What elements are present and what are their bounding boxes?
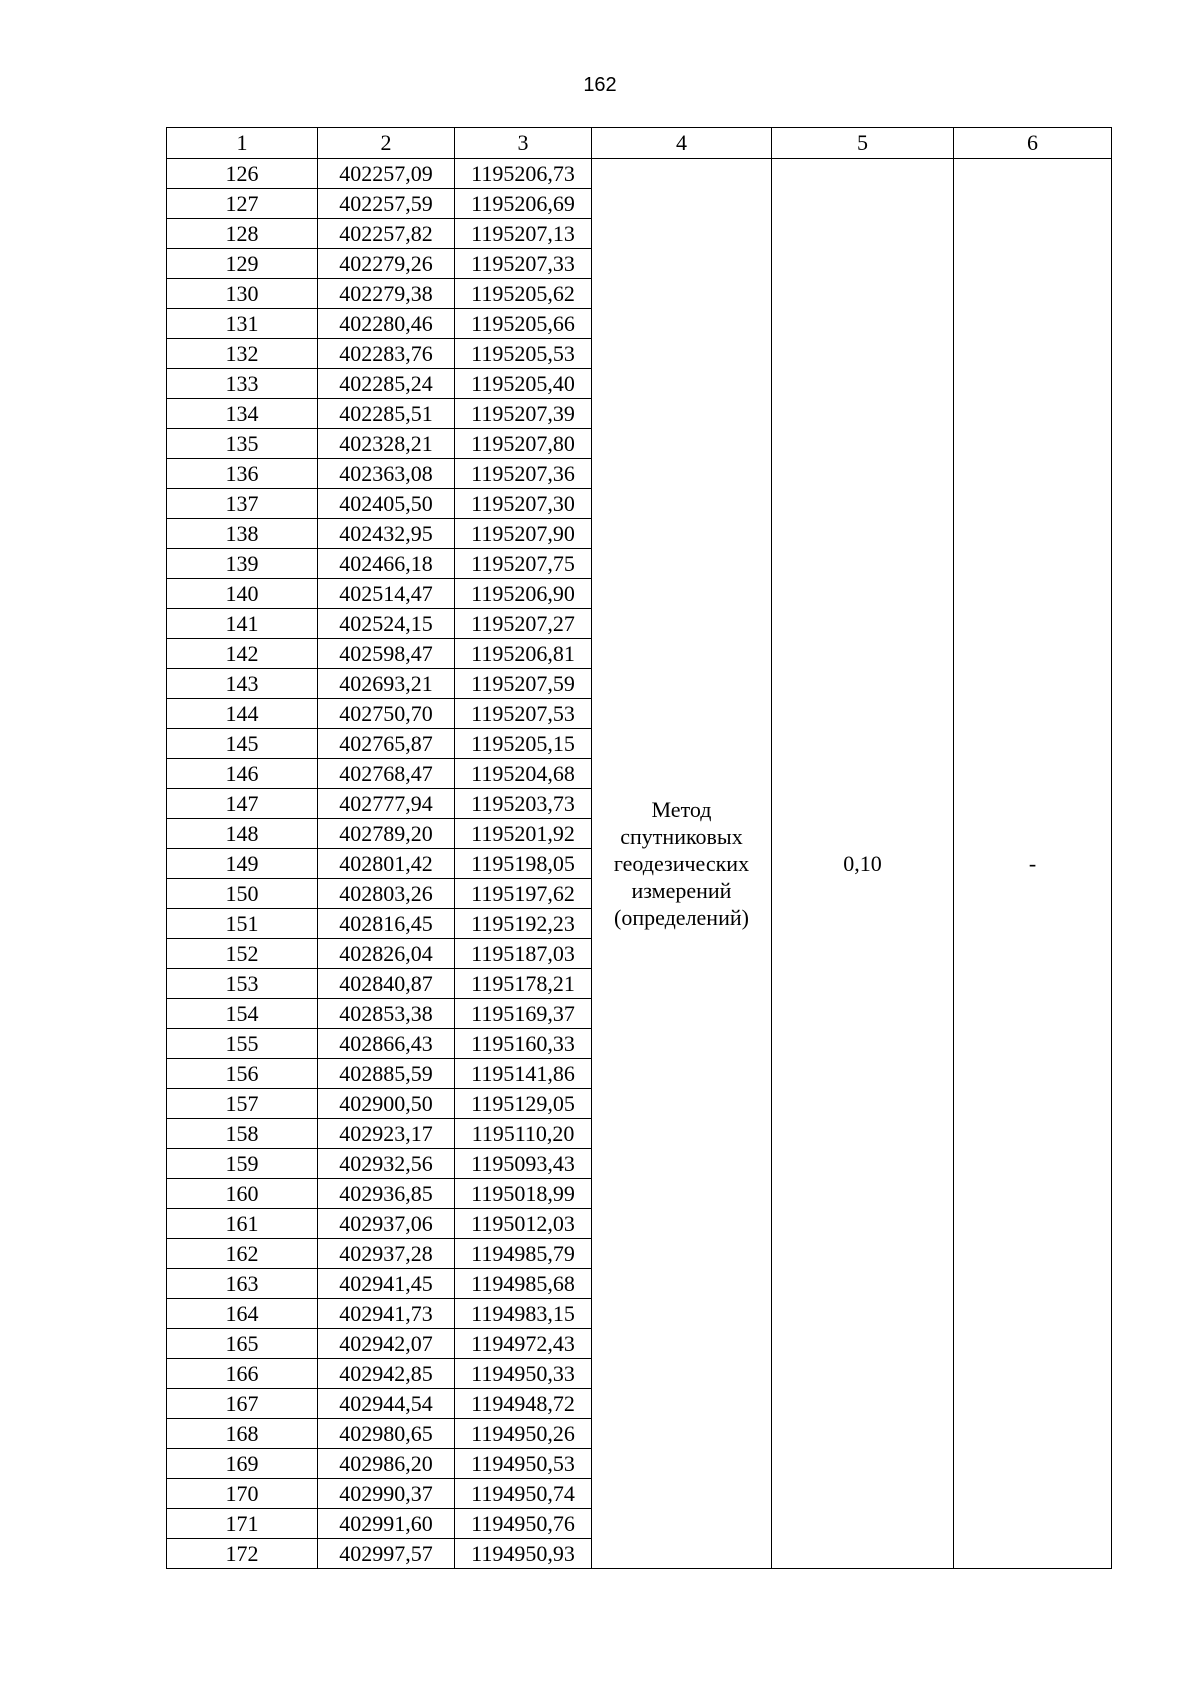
column-header-2: 2: [318, 128, 455, 159]
y-coordinate-cell: 1194950,74: [455, 1479, 592, 1509]
column-header-6: 6: [954, 128, 1112, 159]
x-coordinate-cell: 402598,47: [318, 639, 455, 669]
point-number-cell: 164: [167, 1299, 318, 1329]
x-coordinate-cell: 402990,37: [318, 1479, 455, 1509]
y-coordinate-cell: 1195207,53: [455, 699, 592, 729]
y-coordinate-cell: 1195207,30: [455, 489, 592, 519]
x-coordinate-cell: 402866,43: [318, 1029, 455, 1059]
x-coordinate-cell: 402777,94: [318, 789, 455, 819]
x-coordinate-cell: 402750,70: [318, 699, 455, 729]
y-coordinate-cell: 1194985,68: [455, 1269, 592, 1299]
column-header-5: 5: [772, 128, 954, 159]
x-coordinate-cell: 402768,47: [318, 759, 455, 789]
column-header-1: 1: [167, 128, 318, 159]
y-coordinate-cell: 1195207,36: [455, 459, 592, 489]
point-number-cell: 140: [167, 579, 318, 609]
x-coordinate-cell: 402328,21: [318, 429, 455, 459]
column-header-4: 4: [592, 128, 772, 159]
table-body: [167, 159, 1112, 1569]
point-number-cell: 148: [167, 819, 318, 849]
x-coordinate-cell: 402986,20: [318, 1449, 455, 1479]
x-coordinate-cell: 402853,38: [318, 999, 455, 1029]
point-number-cell: 146: [167, 759, 318, 789]
x-coordinate-cell: 402801,42: [318, 849, 455, 879]
x-coordinate-cell: 402524,15: [318, 609, 455, 639]
x-coordinate-cell: 402937,06: [318, 1209, 455, 1239]
x-coordinate-cell: 402257,59: [318, 189, 455, 219]
y-coordinate-cell: 1195207,75: [455, 549, 592, 579]
point-number-cell: 139: [167, 549, 318, 579]
point-number-cell: 166: [167, 1359, 318, 1389]
table-row: [167, 159, 1112, 189]
point-number-cell: 135: [167, 429, 318, 459]
x-coordinate-cell: 402257,82: [318, 219, 455, 249]
y-coordinate-cell: 1195206,81: [455, 639, 592, 669]
x-coordinate-cell: 402936,85: [318, 1179, 455, 1209]
x-coordinate-cell: 402941,45: [318, 1269, 455, 1299]
x-coordinate-cell: 402923,17: [318, 1119, 455, 1149]
y-coordinate-cell: 1195205,66: [455, 309, 592, 339]
y-coordinate-cell: 1194972,43: [455, 1329, 592, 1359]
x-coordinate-cell: 402997,57: [318, 1539, 455, 1569]
point-number-cell: 157: [167, 1089, 318, 1119]
y-coordinate-cell: 1195203,73: [455, 789, 592, 819]
y-coordinate-cell: 1195205,40: [455, 369, 592, 399]
page-number: 162: [583, 74, 617, 96]
point-number-cell: 153: [167, 969, 318, 999]
point-number-cell: 143: [167, 669, 318, 699]
point-number-cell: 156: [167, 1059, 318, 1089]
coordinates-table: [166, 127, 1112, 1569]
y-coordinate-cell: 1195205,62: [455, 279, 592, 309]
point-number-cell: 128: [167, 219, 318, 249]
point-number-cell: 145: [167, 729, 318, 759]
x-coordinate-cell: 402942,07: [318, 1329, 455, 1359]
point-number-cell: 167: [167, 1389, 318, 1419]
point-number-cell: 161: [167, 1209, 318, 1239]
x-coordinate-cell: 402283,76: [318, 339, 455, 369]
point-number-cell: 147: [167, 789, 318, 819]
point-number-cell: 136: [167, 459, 318, 489]
point-number-cell: 126: [167, 159, 318, 189]
point-number-cell: 165: [167, 1329, 318, 1359]
x-coordinate-cell: 402942,85: [318, 1359, 455, 1389]
point-number-cell: 144: [167, 699, 318, 729]
y-coordinate-cell: 1195206,69: [455, 189, 592, 219]
y-coordinate-cell: 1195110,20: [455, 1119, 592, 1149]
y-coordinate-cell: 1195207,90: [455, 519, 592, 549]
y-coordinate-cell: 1195206,90: [455, 579, 592, 609]
y-coordinate-cell: 1195169,37: [455, 999, 592, 1029]
y-coordinate-cell: 1195187,03: [455, 939, 592, 969]
point-number-cell: 152: [167, 939, 318, 969]
table-header: [167, 128, 1112, 159]
y-coordinate-cell: 1195201,92: [455, 819, 592, 849]
point-number-cell: 170: [167, 1479, 318, 1509]
point-number-cell: 134: [167, 399, 318, 429]
x-coordinate-cell: 402285,51: [318, 399, 455, 429]
x-coordinate-cell: 402826,04: [318, 939, 455, 969]
x-coordinate-cell: 402937,28: [318, 1239, 455, 1269]
x-coordinate-cell: 402257,09: [318, 159, 455, 189]
point-number-cell: 138: [167, 519, 318, 549]
accuracy-cell: 0,10: [772, 159, 954, 1569]
x-coordinate-cell: 402432,95: [318, 519, 455, 549]
y-coordinate-cell: 1194983,15: [455, 1299, 592, 1329]
y-coordinate-cell: 1194950,26: [455, 1419, 592, 1449]
point-number-cell: 133: [167, 369, 318, 399]
point-number-cell: 172: [167, 1539, 318, 1569]
point-number-cell: 168: [167, 1419, 318, 1449]
x-coordinate-cell: 402789,20: [318, 819, 455, 849]
y-coordinate-cell: 1195018,99: [455, 1179, 592, 1209]
x-coordinate-cell: 402980,65: [318, 1419, 455, 1449]
point-number-cell: 137: [167, 489, 318, 519]
y-coordinate-cell: 1195207,80: [455, 429, 592, 459]
y-coordinate-cell: 1195207,33: [455, 249, 592, 279]
x-coordinate-cell: 402363,08: [318, 459, 455, 489]
x-coordinate-cell: 402765,87: [318, 729, 455, 759]
y-coordinate-cell: 1195160,33: [455, 1029, 592, 1059]
x-coordinate-cell: 402885,59: [318, 1059, 455, 1089]
point-number-cell: 163: [167, 1269, 318, 1299]
y-coordinate-cell: 1194950,76: [455, 1509, 592, 1539]
x-coordinate-cell: 402803,26: [318, 879, 455, 909]
y-coordinate-cell: 1195207,27: [455, 609, 592, 639]
y-coordinate-cell: 1195093,43: [455, 1149, 592, 1179]
point-number-cell: 149: [167, 849, 318, 879]
x-coordinate-cell: 402279,38: [318, 279, 455, 309]
y-coordinate-cell: 1195206,73: [455, 159, 592, 189]
y-coordinate-cell: 1195198,05: [455, 849, 592, 879]
y-coordinate-cell: 1194950,93: [455, 1539, 592, 1569]
y-coordinate-cell: 1195207,13: [455, 219, 592, 249]
x-coordinate-cell: 402932,56: [318, 1149, 455, 1179]
point-number-cell: 131: [167, 309, 318, 339]
point-number-cell: 142: [167, 639, 318, 669]
x-coordinate-cell: 402279,26: [318, 249, 455, 279]
x-coordinate-cell: 402405,50: [318, 489, 455, 519]
point-number-cell: 141: [167, 609, 318, 639]
note-cell: -: [954, 159, 1112, 1569]
point-number-cell: 162: [167, 1239, 318, 1269]
x-coordinate-cell: 402991,60: [318, 1509, 455, 1539]
point-number-cell: 158: [167, 1119, 318, 1149]
point-number-cell: 132: [167, 339, 318, 369]
y-coordinate-cell: 1194948,72: [455, 1389, 592, 1419]
point-number-cell: 171: [167, 1509, 318, 1539]
point-number-cell: 127: [167, 189, 318, 219]
y-coordinate-cell: 1194950,53: [455, 1449, 592, 1479]
x-coordinate-cell: 402280,46: [318, 309, 455, 339]
point-number-cell: 129: [167, 249, 318, 279]
method-text: Метод спутниковых геодезических измерений (определений): [613, 797, 750, 930]
x-coordinate-cell: 402900,50: [318, 1089, 455, 1119]
x-coordinate-cell: 402840,87: [318, 969, 455, 999]
x-coordinate-cell: 402466,18: [318, 549, 455, 579]
y-coordinate-cell: 1195192,23: [455, 909, 592, 939]
y-coordinate-cell: 1195204,68: [455, 759, 592, 789]
x-coordinate-cell: 402816,45: [318, 909, 455, 939]
y-coordinate-cell: 1195129,05: [455, 1089, 592, 1119]
point-number-cell: 130: [167, 279, 318, 309]
x-coordinate-cell: 402285,24: [318, 369, 455, 399]
header-row: [167, 128, 1112, 159]
x-coordinate-cell: 402941,73: [318, 1299, 455, 1329]
point-number-cell: 160: [167, 1179, 318, 1209]
point-number-cell: 169: [167, 1449, 318, 1479]
y-coordinate-cell: 1195141,86: [455, 1059, 592, 1089]
y-coordinate-cell: 1195207,59: [455, 669, 592, 699]
y-coordinate-cell: 1195205,53: [455, 339, 592, 369]
y-coordinate-cell: 1195197,62: [455, 879, 592, 909]
point-number-cell: 151: [167, 909, 318, 939]
y-coordinate-cell: 1194950,33: [455, 1359, 592, 1389]
point-number-cell: 150: [167, 879, 318, 909]
x-coordinate-cell: 402944,54: [318, 1389, 455, 1419]
y-coordinate-cell: 1194985,79: [455, 1239, 592, 1269]
point-number-cell: 154: [167, 999, 318, 1029]
point-number-cell: 155: [167, 1029, 318, 1059]
column-header-3: 3: [455, 128, 592, 159]
y-coordinate-cell: 1195207,39: [455, 399, 592, 429]
x-coordinate-cell: 402514,47: [318, 579, 455, 609]
y-coordinate-cell: 1195205,15: [455, 729, 592, 759]
method-cell: [592, 159, 772, 1569]
point-number-cell: 159: [167, 1149, 318, 1179]
x-coordinate-cell: 402693,21: [318, 669, 455, 699]
y-coordinate-cell: 1195178,21: [455, 969, 592, 999]
y-coordinate-cell: 1195012,03: [455, 1209, 592, 1239]
